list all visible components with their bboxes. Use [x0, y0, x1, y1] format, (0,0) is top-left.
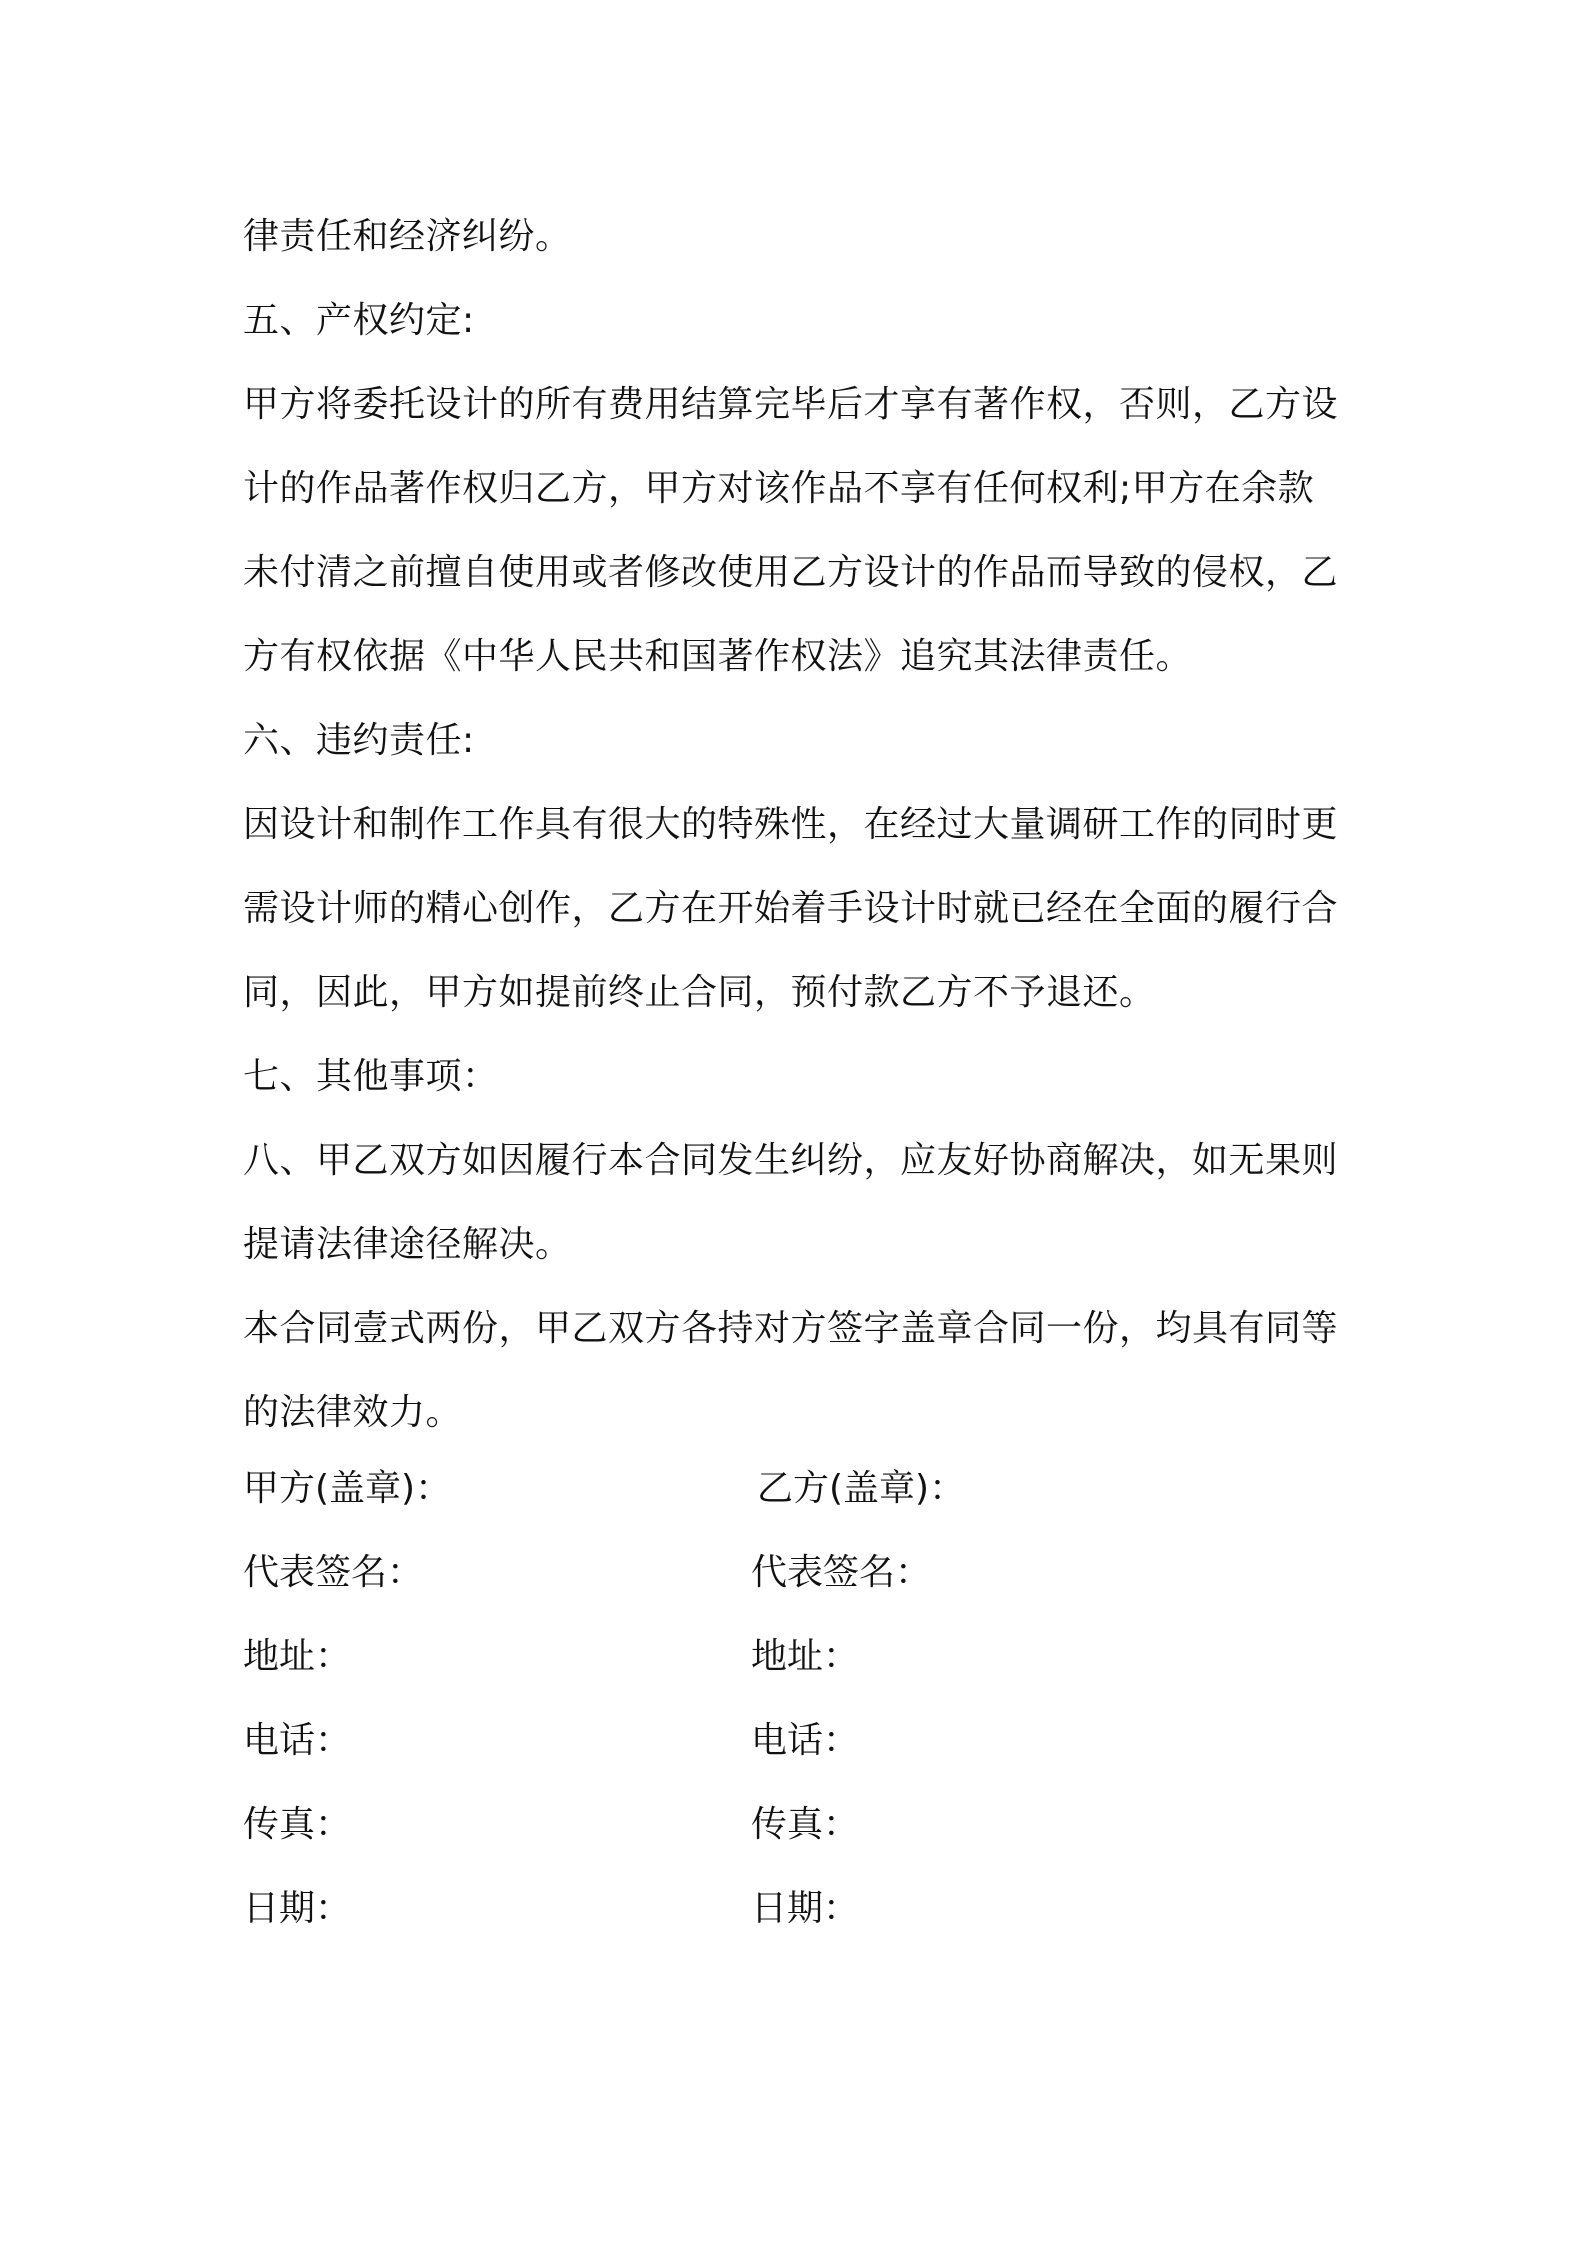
paragraph-line: 八、甲乙双方如因履行本合同发生纠纷，应友好协商解决，如无果则	[243, 1140, 1339, 1181]
paragraph-line: 甲方将委托设计的所有费用结算完毕后才享有著作权，否则，乙方设	[243, 384, 1339, 425]
signature-row-phone	[243, 1699, 1355, 1783]
signature-block	[243, 1447, 1355, 1951]
paragraph-line: 同，因此，甲方如提前终止合同，预付款乙方不予退还。	[243, 972, 1156, 1013]
party-b-seal-label: 乙方(盖章)：	[757, 1468, 966, 1509]
section-heading-breach-liability: 六、违约责任:	[243, 720, 475, 761]
paragraph-line: 的法律效力。	[243, 1392, 463, 1433]
paragraph-line: 方有权依据《中华人民共和国著作权法》追究其法律责任。	[243, 636, 1193, 677]
paragraph-line: 需设计师的精心创作，乙方在开始着手设计时就已经在全面的履行合	[243, 888, 1339, 929]
paragraph-line: 计的作品著作权归乙方，甲方对该作品不享有任何权利;甲方在余款	[243, 468, 1315, 509]
party-b-representative-label: 代表签名：	[751, 1552, 932, 1593]
paragraph-line: 本合同壹式两份，甲乙双方各持对方签字盖章合同一份，均具有同等	[243, 1308, 1339, 1349]
party-a-address-label: 地址：	[243, 1636, 352, 1677]
party-b-fax-label: 传真：	[751, 1804, 860, 1845]
party-a-date-label: 日期：	[243, 1888, 352, 1929]
signature-row-representative	[243, 1531, 1355, 1615]
paragraph-line: 律责任和经济纠纷。	[243, 216, 572, 257]
contract-body	[243, 195, 1355, 1455]
paragraph-line: 提请法律途径解决。	[243, 1224, 572, 1265]
party-a-seal-label: 甲方(盖章)：	[243, 1468, 452, 1509]
section-heading-property-rights: 五、产权约定:	[243, 300, 475, 341]
section-heading-other-matters: 七、其他事项：	[243, 1056, 499, 1097]
paragraph-line: 未付清之前擅自使用或者修改使用乙方设计的作品而导致的侵权，乙	[243, 552, 1339, 593]
party-b-date-label: 日期：	[751, 1888, 860, 1929]
signature-row-fax	[243, 1783, 1355, 1867]
party-a-representative-label: 代表签名：	[243, 1552, 424, 1593]
party-a-phone-label: 电话：	[243, 1720, 352, 1761]
party-b-address-label: 地址：	[751, 1636, 860, 1677]
signature-row-address	[243, 1615, 1355, 1699]
party-b-phone-label: 电话：	[751, 1720, 860, 1761]
party-a-fax-label: 传真：	[243, 1804, 352, 1845]
paragraph-line: 因设计和制作工作具有很大的特殊性，在经过大量调研工作的同时更	[243, 804, 1339, 845]
signature-row-date	[243, 1867, 1355, 1951]
signature-row-seal	[243, 1447, 1355, 1531]
